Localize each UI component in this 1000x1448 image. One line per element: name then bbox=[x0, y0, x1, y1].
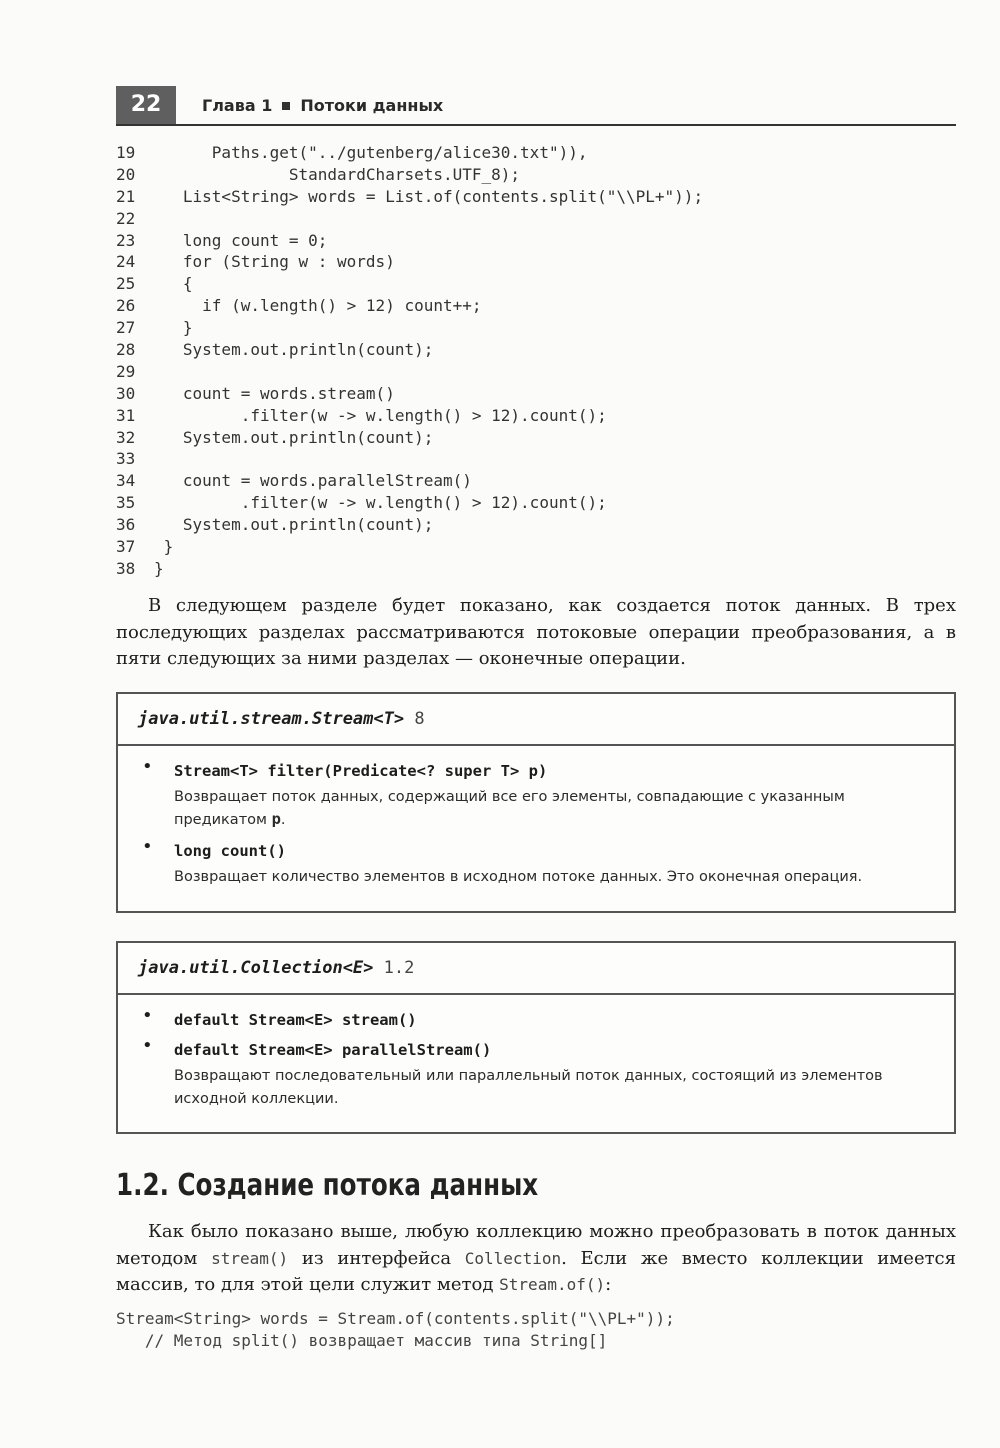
method-signature: Stream<T> filter(Predicate<? super T> p) bbox=[174, 762, 548, 780]
method-signature: default Stream<E> parallelStream() bbox=[174, 1041, 492, 1059]
body-paragraph: В следующем разделе будет показано, как создается поток данных. В трех последующих разделах рассматриваются потоковые операции преобразования, а в пяти следующих за ними разделах — оконечные операции. bbox=[116, 595, 956, 669]
inline-code: Stream.of() bbox=[499, 1275, 606, 1294]
method-description: Возвращает количество элементов в исходном потоке данных. Это оконечная операция. bbox=[174, 869, 863, 885]
api-class-name: java.util.stream.Stream<T> bbox=[138, 709, 405, 729]
code-line: // Метод split() возвращает массив типа String[] bbox=[116, 1331, 608, 1350]
code-line: 34 count = words.parallelStream() bbox=[116, 471, 472, 491]
chapter-label: Глава 1 bbox=[202, 96, 273, 115]
api-note-collection bbox=[116, 941, 956, 1134]
running-head bbox=[202, 96, 443, 115]
method-description: Возвращают последовательный или параллельный поток данных, состоящий из элементов исходной коллекции. bbox=[174, 1068, 883, 1107]
api-method bbox=[138, 836, 934, 889]
api-note-header bbox=[118, 694, 954, 746]
code-line: 19 Paths.get("../gutenberg/alice30.txt")), bbox=[116, 143, 588, 162]
api-note-header bbox=[118, 943, 954, 995]
method-signature: default Stream<E> stream() bbox=[174, 1011, 417, 1029]
code-line: 21 List<String> words = List.of(contents.split("\\PL+")); bbox=[116, 186, 704, 206]
code-line: 31 .filter(w -> w.length() > 12).count(); bbox=[116, 405, 607, 425]
square-separator-icon bbox=[282, 102, 290, 110]
code-line: 36 System.out.println(count); bbox=[116, 515, 434, 535]
method-signature: long count() bbox=[174, 842, 286, 860]
code-line: 28 System.out.println(count); bbox=[116, 340, 434, 360]
api-class-name: java.util.Collection<E> bbox=[138, 958, 374, 978]
bullet-icon: • bbox=[142, 836, 153, 857]
code-line: 24 for (String w : words) bbox=[116, 252, 395, 272]
bullet-icon: • bbox=[142, 756, 153, 777]
inline-code: Collection bbox=[464, 1248, 562, 1268]
code-line: 26 if (w.length() > 12) count++; bbox=[116, 296, 482, 316]
bullet-icon: • bbox=[142, 1005, 153, 1026]
code-line: 33 bbox=[116, 449, 136, 469]
code-line: 38 } bbox=[116, 558, 164, 578]
page-number: 22 bbox=[116, 86, 176, 124]
code-line: 20 StandardCharsets.UTF_8); bbox=[116, 164, 521, 184]
code-listing bbox=[116, 142, 956, 580]
code-line: 35 .filter(w -> w.length() > 12).count(); bbox=[116, 493, 607, 513]
chapter-title: Потоки данных bbox=[300, 96, 444, 115]
api-version: 1.2 bbox=[383, 958, 415, 978]
inline-code: stream() bbox=[211, 1248, 289, 1268]
code-line: 30 count = words.stream() bbox=[116, 383, 395, 403]
bullet-icon: • bbox=[142, 1035, 153, 1056]
api-method bbox=[138, 756, 934, 832]
code-line: 23 long count = 0; bbox=[116, 230, 328, 250]
code-line: 25 { bbox=[116, 274, 193, 294]
api-version: 8 bbox=[414, 709, 425, 729]
code-snippet bbox=[116, 1308, 675, 1352]
code-line: 27 } bbox=[116, 318, 193, 338]
code-line: 32 System.out.println(count); bbox=[116, 427, 434, 447]
code-line: Stream<String> words = Stream.of(contents.split("\\PL+")); bbox=[116, 1309, 675, 1328]
api-method bbox=[138, 1005, 934, 1035]
code-line: 22 bbox=[116, 208, 136, 228]
page-header bbox=[116, 86, 956, 126]
code-line: 29 bbox=[116, 361, 136, 381]
body-paragraph: Как было показано выше, любую коллекцию можно преобразовать в поток данных методом stream() из интерфейса Collection. Если же вместо коллекции имеется массив, то для этой цели служит метод Stream.of(): bbox=[116, 1221, 956, 1295]
method-description: Возвращает поток данных, содержащий все его элементы, совпадающие с указанным предикатом p. bbox=[174, 789, 845, 828]
section-heading: 1.2. Создание потока данных bbox=[116, 1168, 539, 1203]
api-note-stream bbox=[116, 692, 956, 913]
api-method bbox=[138, 1035, 934, 1111]
code-line: 37 } bbox=[116, 537, 174, 557]
